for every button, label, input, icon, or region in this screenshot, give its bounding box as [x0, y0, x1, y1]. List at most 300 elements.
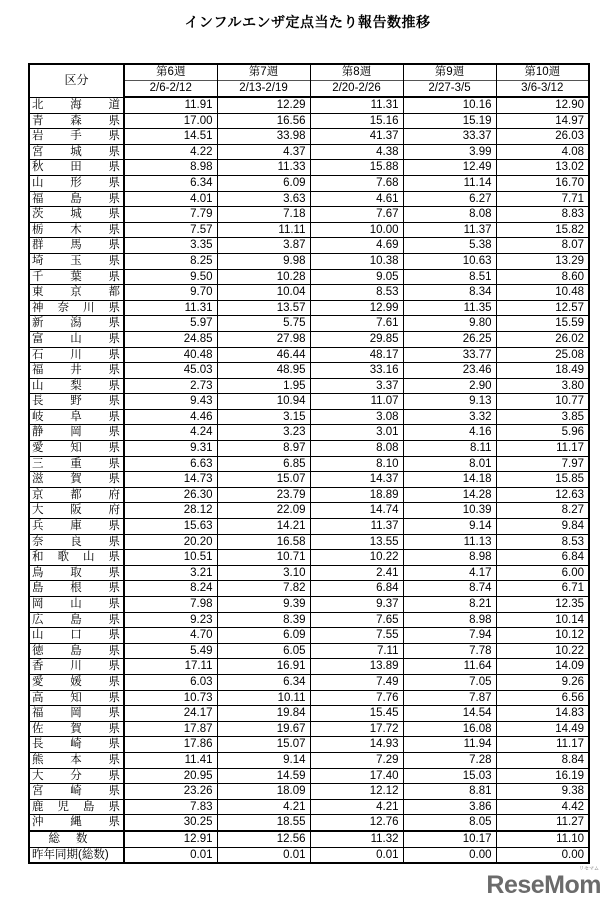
region-name: 兵庫県	[29, 519, 124, 535]
report-value: 11.41	[124, 752, 217, 768]
report-value: 11.91	[124, 97, 217, 113]
report-value: 6.34	[217, 674, 310, 690]
week-label: 第10週	[496, 64, 589, 81]
report-value: 26.03	[496, 129, 589, 145]
report-value: 8.98	[403, 612, 496, 628]
report-value: 8.27	[496, 503, 589, 519]
report-value: 10.71	[217, 550, 310, 566]
table-row	[29, 129, 589, 145]
report-value: 8.21	[403, 597, 496, 613]
report-value: 6.00	[496, 565, 589, 581]
region-name: 山梨県	[29, 378, 124, 394]
report-value: 4.17	[403, 565, 496, 581]
region-name: 神奈川県	[29, 300, 124, 316]
report-value: 16.19	[496, 768, 589, 784]
report-value: 3.86	[403, 799, 496, 815]
week-range: 2/27-3/5	[403, 81, 496, 98]
report-value: 7.49	[310, 674, 403, 690]
report-value: 18.55	[217, 815, 310, 831]
report-value: 11.64	[403, 659, 496, 675]
report-value: 9.26	[496, 674, 589, 690]
report-value: 8.34	[403, 285, 496, 301]
report-value: 6.71	[496, 581, 589, 597]
report-value: 10.12	[496, 628, 589, 644]
report-value: 10.11	[217, 690, 310, 706]
report-value: 5.75	[217, 316, 310, 332]
report-value: 6.09	[217, 175, 310, 191]
report-value: 14.49	[496, 721, 589, 737]
report-value: 14.37	[310, 472, 403, 488]
table-row	[29, 394, 589, 410]
table-body	[29, 97, 589, 863]
report-value: 3.35	[124, 238, 217, 254]
report-value: 16.58	[217, 534, 310, 550]
report-value: 7.57	[124, 222, 217, 238]
report-value: 0.00	[403, 847, 496, 863]
report-value: 30.25	[124, 815, 217, 831]
report-value: 17.11	[124, 659, 217, 675]
report-value: 33.77	[403, 347, 496, 363]
report-value: 8.74	[403, 581, 496, 597]
report-value: 2.41	[310, 565, 403, 581]
region-name: 宮崎県	[29, 784, 124, 800]
report-value: 25.08	[496, 347, 589, 363]
report-value: 9.43	[124, 394, 217, 410]
region-name: 三重県	[29, 456, 124, 472]
report-value: 14.73	[124, 472, 217, 488]
report-value: 10.00	[310, 222, 403, 238]
report-value: 4.24	[124, 425, 217, 441]
report-value: 7.94	[403, 628, 496, 644]
table-row	[29, 191, 589, 207]
region-name: 奈良県	[29, 534, 124, 550]
report-value: 15.07	[217, 737, 310, 753]
report-value: 11.14	[403, 175, 496, 191]
report-value: 7.28	[403, 752, 496, 768]
report-value: 0.01	[124, 847, 217, 863]
report-value: 17.40	[310, 768, 403, 784]
report-value: 11.32	[310, 831, 403, 847]
report-value: 9.14	[217, 752, 310, 768]
report-value: 7.11	[310, 643, 403, 659]
report-value: 4.42	[496, 799, 589, 815]
report-value: 11.13	[403, 534, 496, 550]
report-value: 20.20	[124, 534, 217, 550]
report-value: 14.28	[403, 487, 496, 503]
report-value: 12.63	[496, 487, 589, 503]
report-value: 16.91	[217, 659, 310, 675]
report-value: 11.31	[124, 300, 217, 316]
report-value: 6.63	[124, 456, 217, 472]
report-value: 8.05	[403, 815, 496, 831]
report-value: 7.29	[310, 752, 403, 768]
region-name: 北海道	[29, 97, 124, 113]
table-row	[29, 331, 589, 347]
report-value: 9.05	[310, 269, 403, 285]
report-value: 27.98	[217, 331, 310, 347]
table-row	[29, 815, 589, 831]
table-row	[29, 363, 589, 379]
report-value: 9.13	[403, 394, 496, 410]
report-value: 3.01	[310, 425, 403, 441]
report-value: 9.31	[124, 441, 217, 457]
report-value: 8.51	[403, 269, 496, 285]
report-value: 14.83	[496, 706, 589, 722]
report-value: 9.38	[496, 784, 589, 800]
report-value: 3.80	[496, 378, 589, 394]
report-value: 8.08	[403, 207, 496, 223]
region-name: 京都府	[29, 487, 124, 503]
table-row	[29, 565, 589, 581]
page-title: インフルエンザ定点当たり報告数推移	[184, 15, 431, 31]
report-value: 0.00	[496, 847, 589, 863]
region-name: 山形県	[29, 175, 124, 191]
report-value: 12.91	[124, 831, 217, 847]
report-value: 9.37	[310, 597, 403, 613]
report-value: 5.49	[124, 643, 217, 659]
corner-label: 区分	[29, 64, 124, 97]
table-row	[29, 472, 589, 488]
region-name: 宮城県	[29, 144, 124, 160]
report-value: 4.61	[310, 191, 403, 207]
report-value: 8.11	[403, 441, 496, 457]
report-value: 9.98	[217, 253, 310, 269]
report-value: 26.02	[496, 331, 589, 347]
report-value: 7.79	[124, 207, 217, 223]
table-row	[29, 207, 589, 223]
report-value: 4.01	[124, 191, 217, 207]
table-row	[29, 690, 589, 706]
report-value: 10.14	[496, 612, 589, 628]
report-value: 4.08	[496, 144, 589, 160]
report-value: 11.94	[403, 737, 496, 753]
report-value: 8.07	[496, 238, 589, 254]
report-value: 1.95	[217, 378, 310, 394]
report-value: 4.37	[217, 144, 310, 160]
report-value: 15.07	[217, 472, 310, 488]
report-value: 23.46	[403, 363, 496, 379]
week-range: 2/6-2/12	[124, 81, 217, 98]
report-value: 18.09	[217, 784, 310, 800]
report-value: 7.18	[217, 207, 310, 223]
week-label: 第7週	[217, 64, 310, 81]
report-value: 19.67	[217, 721, 310, 737]
table-row	[29, 659, 589, 675]
report-value: 7.55	[310, 628, 403, 644]
report-value: 5.96	[496, 425, 589, 441]
logo-ruby: リセマム	[579, 866, 599, 872]
report-value: 14.18	[403, 472, 496, 488]
resemom-logo	[486, 866, 601, 900]
report-value: 3.99	[403, 144, 496, 160]
region-name: 徳島県	[29, 643, 124, 659]
week-range: 3/6-3/12	[496, 81, 589, 98]
report-value: 7.98	[124, 597, 217, 613]
report-value: 8.97	[217, 441, 310, 457]
report-value: 8.08	[310, 441, 403, 457]
report-value: 17.86	[124, 737, 217, 753]
report-value: 9.14	[403, 519, 496, 535]
report-value: 12.99	[310, 300, 403, 316]
report-value: 9.39	[217, 597, 310, 613]
report-value: 13.89	[310, 659, 403, 675]
report-value: 12.76	[310, 815, 403, 831]
table-row	[29, 534, 589, 550]
region-name: 秋田県	[29, 160, 124, 176]
report-value: 7.78	[403, 643, 496, 659]
week-label: 第8週	[310, 64, 403, 81]
report-value: 10.77	[496, 394, 589, 410]
region-name: 新潟県	[29, 316, 124, 332]
table-row	[29, 674, 589, 690]
report-value: 3.87	[217, 238, 310, 254]
region-name: 熊本県	[29, 752, 124, 768]
region-name: 福島県	[29, 191, 124, 207]
report-value: 10.28	[217, 269, 310, 285]
report-value: 8.98	[124, 160, 217, 176]
region-name: 福井県	[29, 363, 124, 379]
report-value: 41.37	[310, 129, 403, 145]
report-value: 48.95	[217, 363, 310, 379]
report-value: 10.39	[403, 503, 496, 519]
report-value: 28.12	[124, 503, 217, 519]
report-value: 6.84	[310, 581, 403, 597]
region-name: 静岡県	[29, 425, 124, 441]
report-value: 33.37	[403, 129, 496, 145]
table-row	[29, 784, 589, 800]
region-name: 福岡県	[29, 706, 124, 722]
region-name: 茨城県	[29, 207, 124, 223]
report-value: 9.80	[403, 316, 496, 332]
report-value: 11.37	[310, 519, 403, 535]
region-name: 大分県	[29, 768, 124, 784]
report-value: 19.84	[217, 706, 310, 722]
report-value: 8.10	[310, 456, 403, 472]
region-name: 千葉県	[29, 269, 124, 285]
report-value: 9.23	[124, 612, 217, 628]
table-row	[29, 300, 589, 316]
report-value: 10.94	[217, 394, 310, 410]
report-value: 8.60	[496, 269, 589, 285]
report-value: 3.08	[310, 409, 403, 425]
report-value: 14.93	[310, 737, 403, 753]
report-value: 8.81	[403, 784, 496, 800]
report-value: 12.12	[310, 784, 403, 800]
report-value: 3.23	[217, 425, 310, 441]
report-value: 15.85	[496, 472, 589, 488]
report-value: 8.84	[496, 752, 589, 768]
region-name: 佐賀県	[29, 721, 124, 737]
report-value: 13.02	[496, 160, 589, 176]
report-value: 6.05	[217, 643, 310, 659]
report-value: 10.51	[124, 550, 217, 566]
report-value: 45.03	[124, 363, 217, 379]
last-year-row	[29, 847, 589, 863]
table-row	[29, 519, 589, 535]
report-value: 7.82	[217, 581, 310, 597]
report-value: 10.17	[403, 831, 496, 847]
region-name: 石川県	[29, 347, 124, 363]
region-name: 香川県	[29, 659, 124, 675]
report-value: 9.70	[124, 285, 217, 301]
report-value: 14.74	[310, 503, 403, 519]
report-value: 11.11	[217, 222, 310, 238]
report-value: 4.16	[403, 425, 496, 441]
report-value: 3.10	[217, 565, 310, 581]
report-value: 12.29	[217, 97, 310, 113]
report-value: 6.85	[217, 456, 310, 472]
table-row	[29, 643, 589, 659]
report-value: 11.37	[403, 222, 496, 238]
report-value: 6.56	[496, 690, 589, 706]
table-row	[29, 97, 589, 113]
report-value: 29.85	[310, 331, 403, 347]
region-name: 昨年同期(総数)	[29, 847, 124, 863]
region-name: 高知県	[29, 690, 124, 706]
report-value: 4.69	[310, 238, 403, 254]
report-value: 15.03	[403, 768, 496, 784]
table-row	[29, 253, 589, 269]
region-name: 総数	[29, 831, 124, 847]
report-value: 15.19	[403, 113, 496, 129]
region-name: 鹿児島県	[29, 799, 124, 815]
table-row	[29, 550, 589, 566]
region-name: 長崎県	[29, 737, 124, 753]
report-value: 10.22	[310, 550, 403, 566]
report-value: 11.31	[310, 97, 403, 113]
logo-text: ReseMom	[486, 871, 601, 899]
table-row	[29, 409, 589, 425]
table-row	[29, 160, 589, 176]
report-value: 11.17	[496, 441, 589, 457]
report-value: 46.44	[217, 347, 310, 363]
report-value: 16.70	[496, 175, 589, 191]
region-name: 長野県	[29, 394, 124, 410]
region-name: 岩手県	[29, 129, 124, 145]
report-value: 8.24	[124, 581, 217, 597]
report-value: 13.29	[496, 253, 589, 269]
week-label: 第6週	[124, 64, 217, 81]
report-value: 4.70	[124, 628, 217, 644]
report-value: 8.01	[403, 456, 496, 472]
report-value: 3.32	[403, 409, 496, 425]
report-value: 7.05	[403, 674, 496, 690]
region-name: 広島県	[29, 612, 124, 628]
region-name: 東京都	[29, 285, 124, 301]
region-name: 栃木県	[29, 222, 124, 238]
report-value: 2.90	[403, 378, 496, 394]
region-name: 岡山県	[29, 597, 124, 613]
report-value: 12.35	[496, 597, 589, 613]
report-value: 4.22	[124, 144, 217, 160]
table-row	[29, 441, 589, 457]
report-value: 7.68	[310, 175, 403, 191]
report-value: 3.21	[124, 565, 217, 581]
report-value: 15.59	[496, 316, 589, 332]
table-row	[29, 425, 589, 441]
report-value: 23.79	[217, 487, 310, 503]
report-value: 22.09	[217, 503, 310, 519]
table-row	[29, 269, 589, 285]
report-value: 3.37	[310, 378, 403, 394]
report-value: 7.83	[124, 799, 217, 815]
table-row	[29, 378, 589, 394]
report-value: 14.09	[496, 659, 589, 675]
table-row	[29, 737, 589, 753]
report-value: 6.84	[496, 550, 589, 566]
report-value: 3.85	[496, 409, 589, 425]
report-value: 4.21	[310, 799, 403, 815]
report-value: 11.27	[496, 815, 589, 831]
region-name: 島根県	[29, 581, 124, 597]
region-name: 山口県	[29, 628, 124, 644]
table-row	[29, 768, 589, 784]
report-value: 40.48	[124, 347, 217, 363]
report-value: 48.17	[310, 347, 403, 363]
report-value: 8.53	[310, 285, 403, 301]
report-value: 26.25	[403, 331, 496, 347]
report-value: 7.61	[310, 316, 403, 332]
report-value: 10.38	[310, 253, 403, 269]
report-value: 11.35	[403, 300, 496, 316]
report-value: 9.84	[496, 519, 589, 535]
report-value: 8.53	[496, 534, 589, 550]
report-value: 11.17	[496, 737, 589, 753]
report-value: 3.15	[217, 409, 310, 425]
report-value: 8.83	[496, 207, 589, 223]
report-value: 8.25	[124, 253, 217, 269]
report-value: 7.71	[496, 191, 589, 207]
report-value: 4.38	[310, 144, 403, 160]
report-value: 10.73	[124, 690, 217, 706]
table-row	[29, 752, 589, 768]
report-value: 10.48	[496, 285, 589, 301]
report-value: 15.45	[310, 706, 403, 722]
region-name: 鳥取県	[29, 565, 124, 581]
report-value: 7.67	[310, 207, 403, 223]
report-value: 20.95	[124, 768, 217, 784]
report-value: 4.21	[217, 799, 310, 815]
report-value: 12.49	[403, 160, 496, 176]
report-value: 3.63	[217, 191, 310, 207]
report-value: 16.08	[403, 721, 496, 737]
report-value: 15.88	[310, 160, 403, 176]
report-value: 2.73	[124, 378, 217, 394]
report-value: 14.54	[403, 706, 496, 722]
week-label: 第9週	[403, 64, 496, 81]
region-name: 滋賀県	[29, 472, 124, 488]
report-value: 15.63	[124, 519, 217, 535]
table-row	[29, 612, 589, 628]
report-value: 17.72	[310, 721, 403, 737]
report-value: 14.51	[124, 129, 217, 145]
week-range: 2/13-2/19	[217, 81, 310, 98]
report-value: 10.22	[496, 643, 589, 659]
report-value: 11.33	[217, 160, 310, 176]
report-value: 6.03	[124, 674, 217, 690]
header-row-weeks	[29, 64, 589, 81]
report-value: 12.57	[496, 300, 589, 316]
table-row	[29, 175, 589, 191]
week-range: 2/20-2/26	[310, 81, 403, 98]
report-value: 33.98	[217, 129, 310, 145]
report-value: 26.30	[124, 487, 217, 503]
report-value: 11.10	[496, 831, 589, 847]
report-value: 14.21	[217, 519, 310, 535]
report-value: 15.16	[310, 113, 403, 129]
report-value: 7.97	[496, 456, 589, 472]
report-value: 0.01	[310, 847, 403, 863]
